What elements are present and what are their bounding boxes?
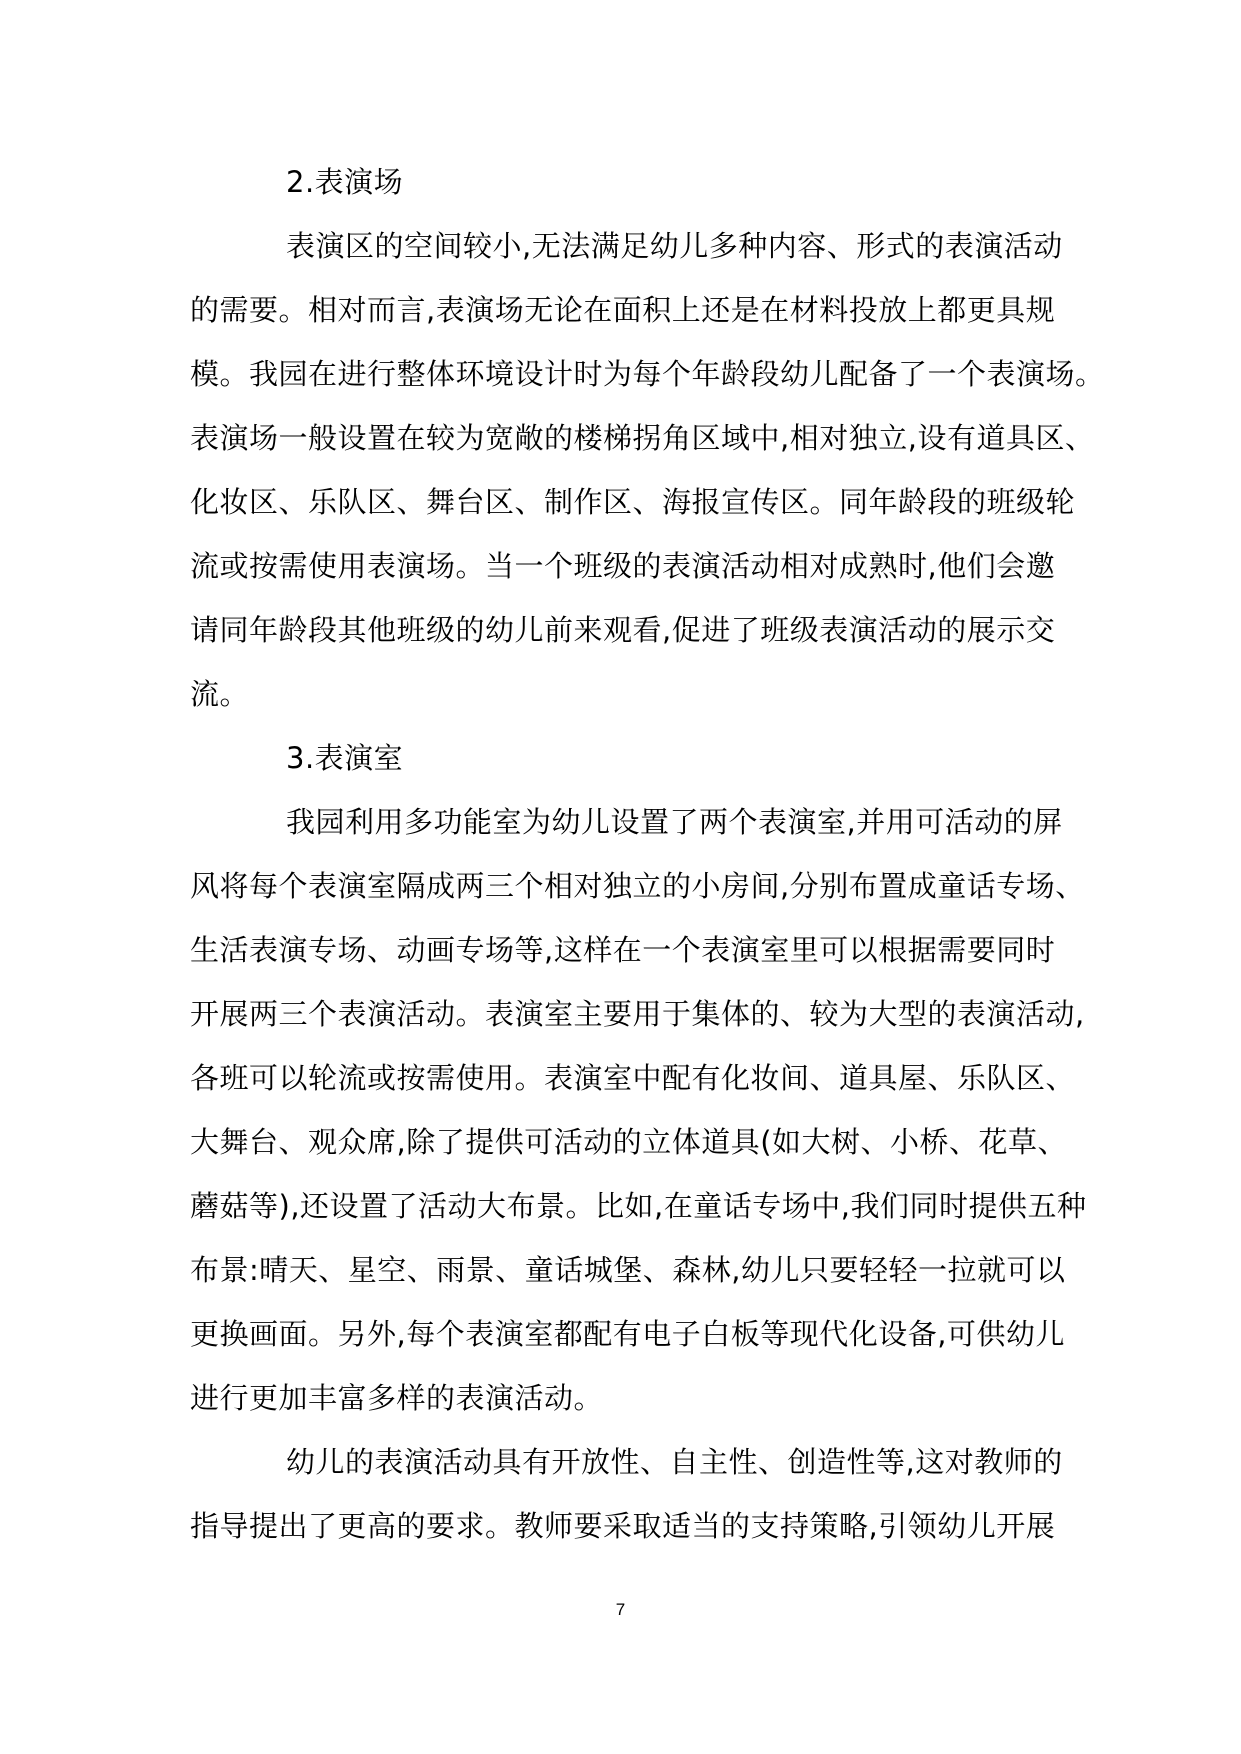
text-line: 流或按需使用表演场。当一个班级的表演活动相对成熟时,他们会邀 — [190, 549, 1056, 583]
text-line: 模。我园在进行整体环境设计时为每个年龄段幼儿配备了一个表演场。 — [190, 357, 1105, 391]
text-line: 生活表演专场、动画专场等,这样在一个表演室里可以根据需要同时 — [190, 933, 1056, 967]
text-line: 蘑菇等),还设置了活动大布景。比如,在童话专场中,我们同时提供五种 — [190, 1189, 1087, 1223]
text-line: 3.表演室 — [286, 741, 404, 775]
text-line: 表演场一般设置在较为宽敞的楼梯拐角区域中,相对独立,设有道具区、 — [190, 421, 1095, 455]
text-line: 化妆区、乐队区、舞台区、制作区、海报宣传区。同年龄段的班级轮 — [190, 485, 1076, 519]
text-line: 更换画面。另外,每个表演室都配有电子白板等现代化设备,可供幼儿 — [190, 1317, 1065, 1351]
text-line: 布景:晴天、星空、雨景、童话城堡、森林,幼儿只要轻轻一拉就可以 — [190, 1253, 1066, 1287]
text-line: 我园利用多功能室为幼儿设置了两个表演室,并用可活动的屏 — [286, 805, 1063, 839]
text-line: 进行更加丰富多样的表演活动。 — [190, 1381, 604, 1415]
text-line: 请同年龄段其他班级的幼儿前来观看,促进了班级表演活动的展示交 — [190, 613, 1056, 647]
text-line: 风将每个表演室隔成两三个相对独立的小房间,分别布置成童话专场、 — [190, 869, 1085, 903]
text-line: 流。 — [190, 677, 250, 711]
text-line: 大舞台、观众席,除了提供可活动的立体道具(如大树、小桥、花草、 — [190, 1125, 1068, 1159]
text-line: 的需要。相对而言,表演场无论在面积上还是在材料投放上都更具规 — [190, 293, 1056, 327]
text-line: 各班可以轮流或按需使用。表演室中配有化妆间、道具屋、乐队区、 — [190, 1061, 1076, 1095]
body-text — [190, 150, 1105, 1558]
text-line: 表演区的空间较小,无法满足幼儿多种内容、形式的表演活动 — [286, 229, 1063, 263]
page-number: 7 — [615, 1600, 626, 1619]
text-line: 开展两三个表演活动。表演室主要用于集体的、较为大型的表演活动, — [190, 997, 1085, 1031]
text-line: 2.表演场 — [286, 165, 404, 199]
text-line: 幼儿的表演活动具有开放性、自主性、创造性等,这对教师的 — [286, 1445, 1063, 1479]
text-line: 指导提出了更高的要求。教师要采取适当的支持策略,引领幼儿开展 — [190, 1509, 1056, 1543]
